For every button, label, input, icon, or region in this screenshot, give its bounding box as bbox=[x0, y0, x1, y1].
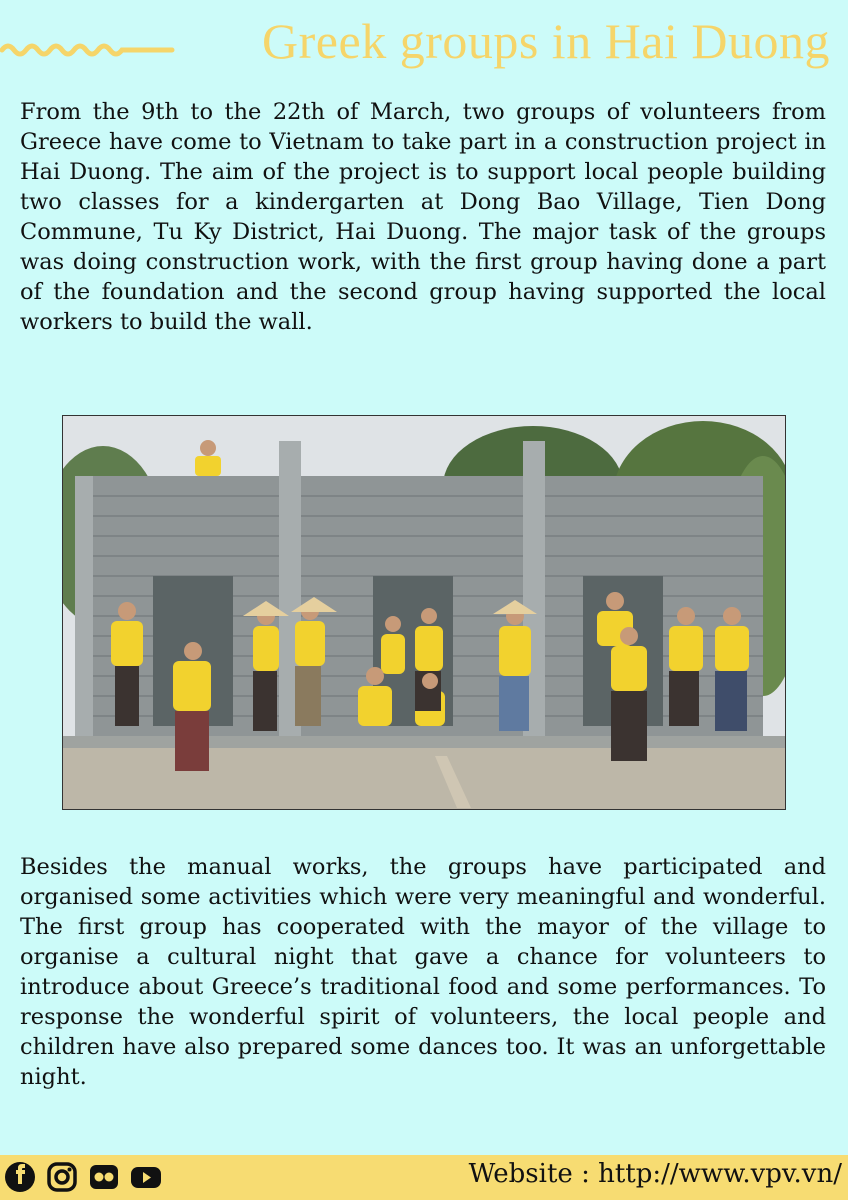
squiggle-decoration bbox=[0, 38, 175, 60]
instagram-icon[interactable] bbox=[46, 1161, 78, 1193]
website-link[interactable]: Website : http://www.vpv.vn/ bbox=[468, 1159, 842, 1189]
social-icons bbox=[4, 1161, 162, 1193]
header bbox=[0, 8, 848, 78]
youtube-icon[interactable] bbox=[130, 1161, 162, 1193]
volunteer-group-photo bbox=[62, 415, 786, 810]
flickr-icon[interactable] bbox=[88, 1161, 120, 1193]
page-title: Greek groups in Hai Duong bbox=[262, 13, 830, 69]
article-paragraph-2: Besides the manual works, the groups have participated and organised some activities which were very meaningful and wonderful. The first group has cooperated with the mayor of the village to organise a cultural night that gave a chance for volunteers to introduce about Greece’s traditional food and some performances. To response the wonderful spirit of volunteers, the local people and children have also prepared some dances too. It was an unforgettable night. bbox=[20, 854, 826, 1090]
article-paragraph-1: From the 9th to the 22th of March, two groups of volunteers from Greece have come to Vietnam to take part in a construction project in Hai Duong. The aim of the project is to support local people building two classes for a kindergarten at Dong Bao Village, Tien Dong Commune, Tu Ky District, Hai Duong. The major task of the groups was doing construction work, with the first group having done a part of the foundation and the second group having supported the local workers to build the wall. bbox=[20, 99, 826, 335]
facebook-icon[interactable] bbox=[4, 1161, 36, 1193]
footer-bar bbox=[0, 1155, 848, 1200]
